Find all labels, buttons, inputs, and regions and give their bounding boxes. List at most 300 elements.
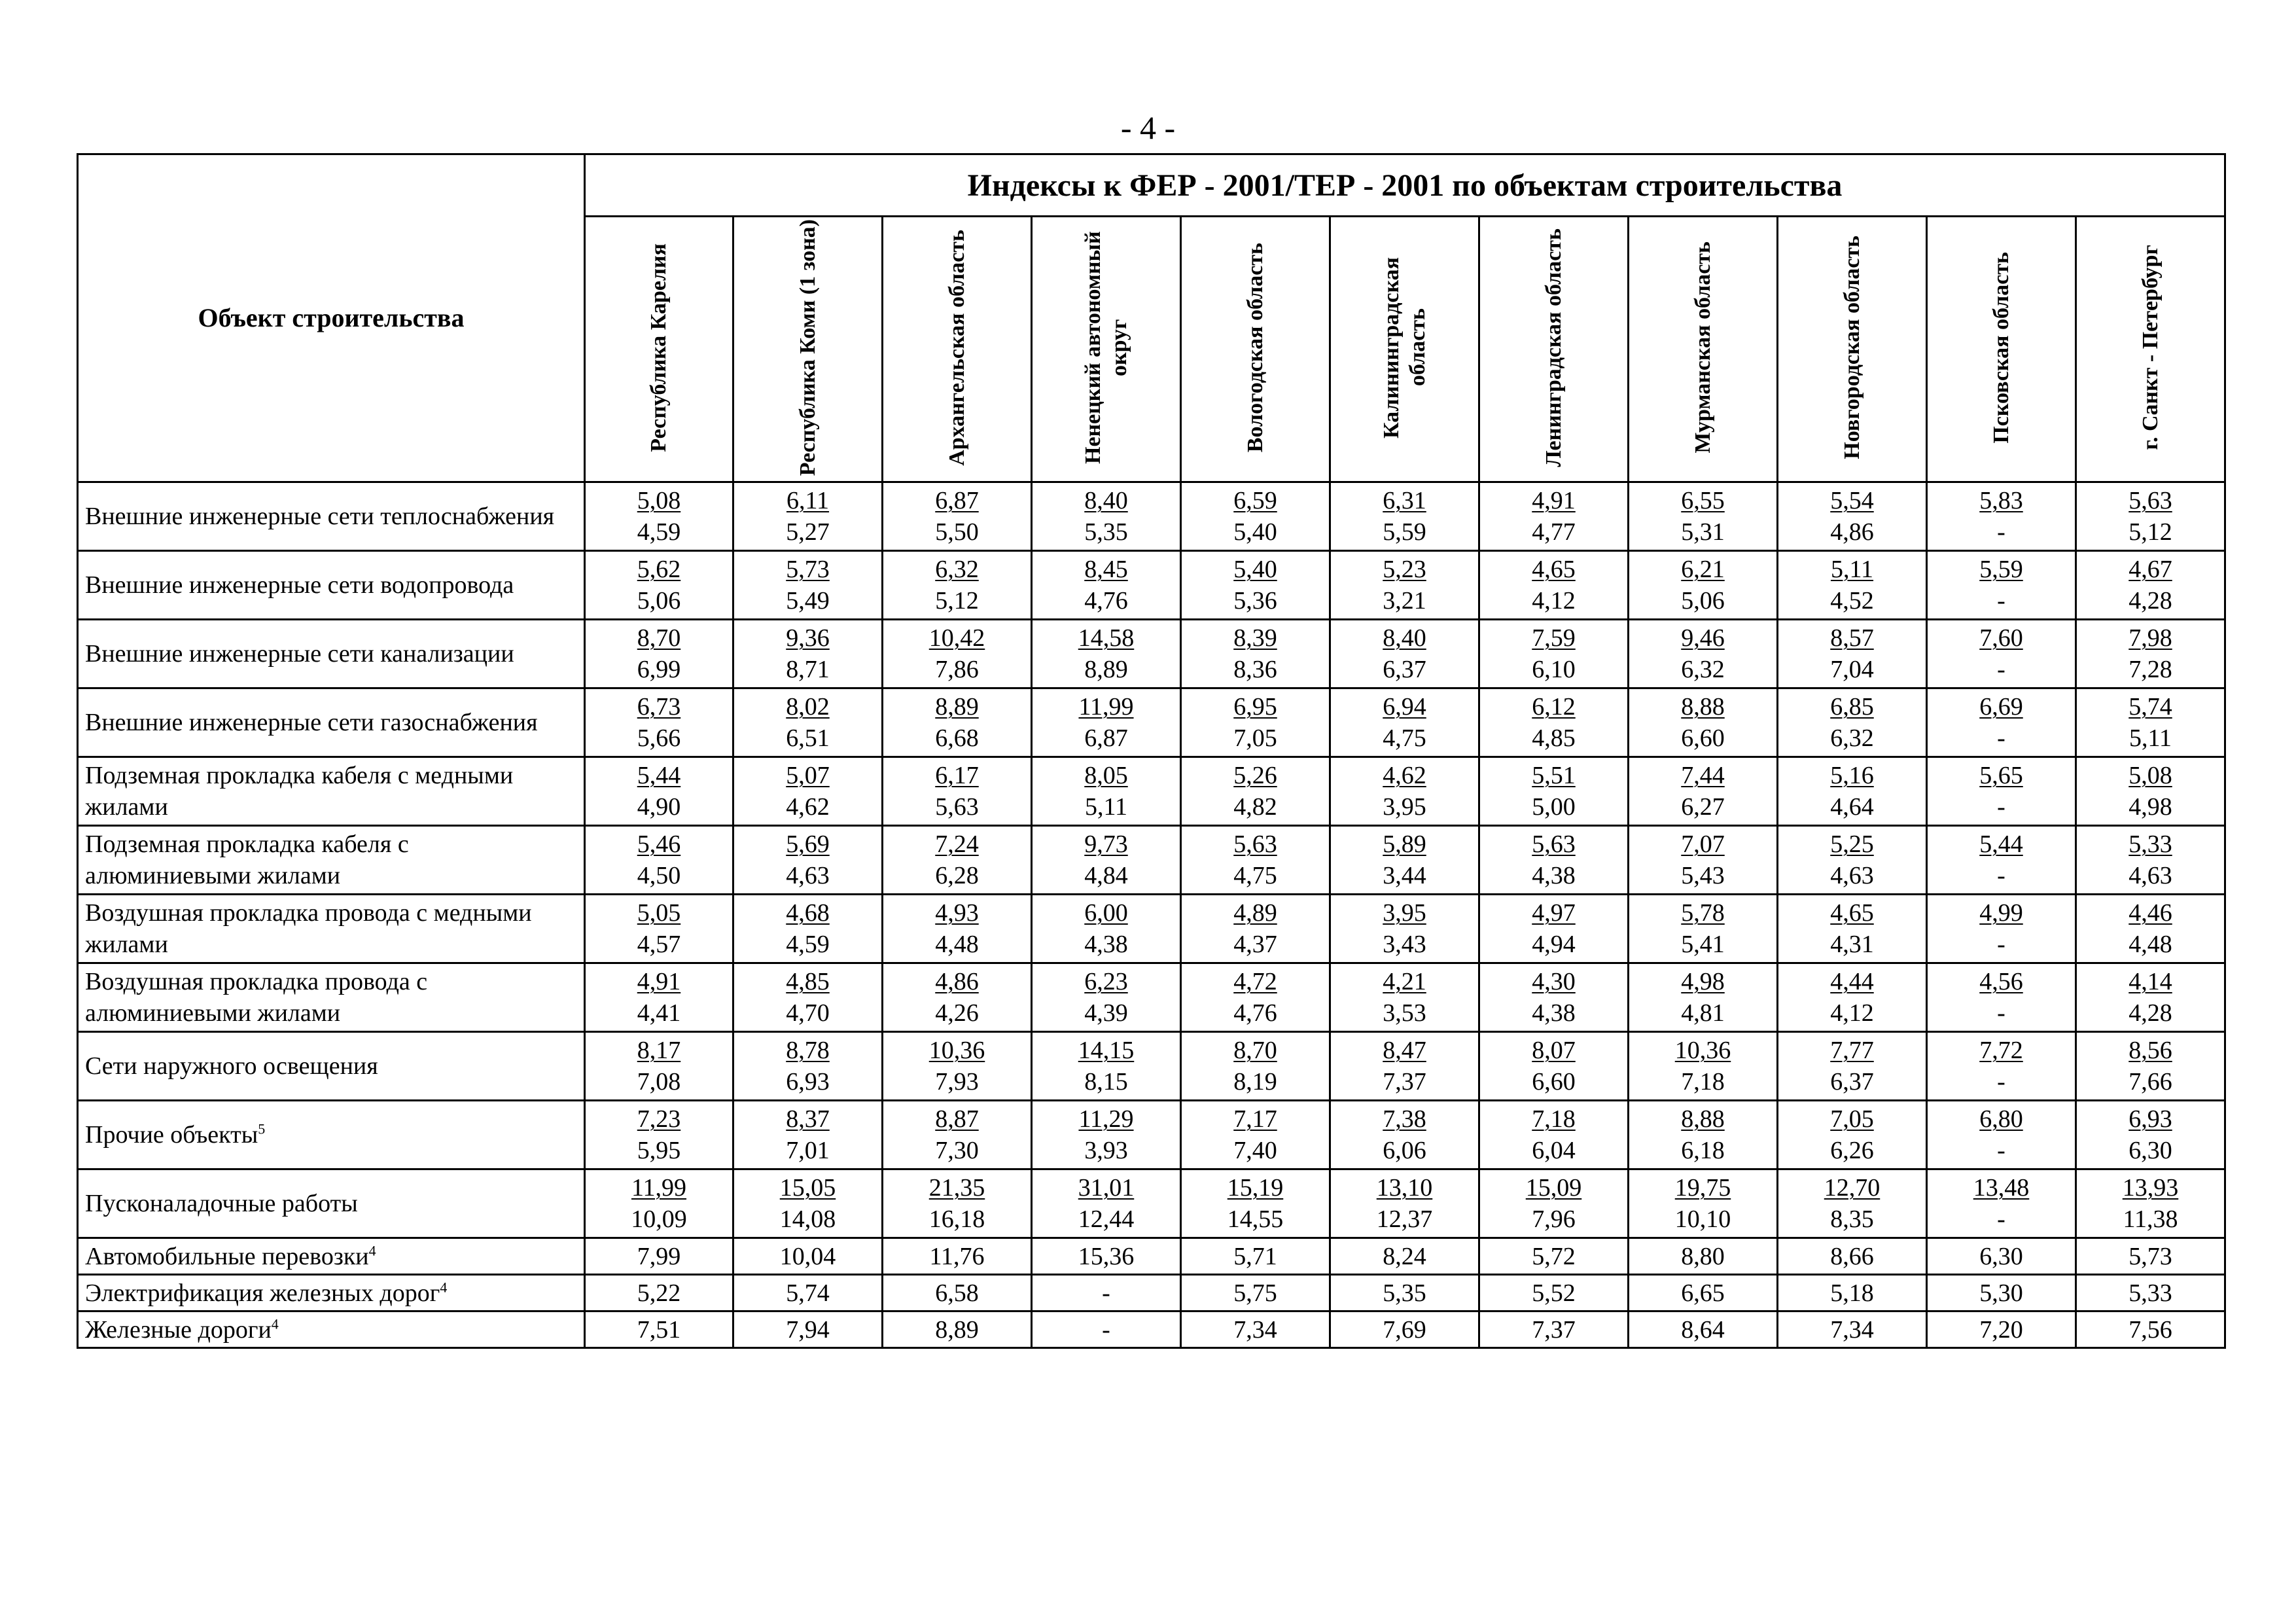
index-cell bbox=[1032, 551, 1181, 620]
index-value-fer-text: 5,78 bbox=[1681, 899, 1725, 927]
index-value-ter: 4,50 bbox=[637, 862, 681, 889]
index-value-fer-text: 7,72 bbox=[1979, 1037, 2023, 1064]
index-value-fer-text: 10,42 bbox=[928, 624, 985, 652]
footnote-marker: 5 bbox=[258, 1120, 266, 1137]
index-value-fer bbox=[734, 554, 881, 585]
index-cell bbox=[2076, 551, 2225, 620]
index-cell bbox=[1479, 963, 1629, 1032]
index-cell bbox=[585, 688, 733, 757]
index-cell bbox=[1629, 826, 1778, 895]
index-value-fer bbox=[1033, 1035, 1180, 1066]
index-value-fer-text: 4,98 bbox=[1681, 968, 1725, 995]
index-cell bbox=[733, 1169, 883, 1238]
index-cell bbox=[585, 895, 733, 963]
index-value-fer bbox=[2077, 1103, 2224, 1135]
index-value-ter: 7,93 bbox=[935, 1068, 979, 1096]
index-cell bbox=[1927, 1101, 2076, 1169]
index-value-fer-text: 4,44 bbox=[1830, 968, 1874, 995]
index-cell bbox=[1479, 620, 1629, 688]
index-value: 7,56 bbox=[2128, 1315, 2172, 1344]
index-value-fer-text: 5,62 bbox=[637, 556, 681, 583]
index-cell bbox=[883, 1238, 1032, 1275]
index-value-ter: 3,44 bbox=[1383, 862, 1426, 889]
index-value-fer-text: 4,65 bbox=[1830, 899, 1874, 927]
index-value-fer-text: 8,45 bbox=[1084, 556, 1128, 583]
index-value-fer-text: 6,23 bbox=[1084, 968, 1128, 995]
index-value-fer-text: 15,19 bbox=[1227, 1174, 1284, 1202]
index-value-fer bbox=[1778, 622, 1926, 654]
index-value-fer-text: 3,95 bbox=[1383, 899, 1426, 927]
index-value-fer bbox=[883, 554, 1031, 585]
table-row bbox=[78, 895, 2225, 963]
index-value-ter: 6,60 bbox=[1532, 1068, 1576, 1096]
index-value-fer bbox=[1182, 1103, 1329, 1135]
index-value-fer bbox=[1778, 1103, 1926, 1135]
object-name: Внешние инженерные сети водопровода bbox=[85, 571, 514, 599]
object-name: Внешние инженерные сети теплоснабжения bbox=[85, 503, 555, 530]
index-value-ter: 4,52 bbox=[1830, 587, 1874, 615]
index-cell bbox=[1778, 895, 1927, 963]
index-cell bbox=[585, 620, 733, 688]
index-value-fer bbox=[2077, 829, 2224, 860]
index-value-fer-text: 6,55 bbox=[1681, 487, 1725, 514]
index-value-ter: 3,95 bbox=[1383, 793, 1426, 821]
index-value-fer-text: 19,75 bbox=[1674, 1174, 1731, 1202]
object-name: Прочие объекты bbox=[85, 1121, 258, 1149]
index-value-fer-text: 7,23 bbox=[637, 1105, 681, 1133]
index-value-fer bbox=[1629, 622, 1776, 654]
index-value-ter: 7,86 bbox=[935, 656, 979, 683]
index-value-ter: 6,30 bbox=[2128, 1137, 2172, 1164]
index-cell bbox=[1778, 1101, 1927, 1169]
index-value-fer-text: 5,33 bbox=[2128, 830, 2172, 858]
index-value-fer-text: 4,21 bbox=[1383, 968, 1426, 995]
index-value-fer-text: 4,14 bbox=[2128, 968, 2172, 995]
index-value-ter: 4,28 bbox=[2128, 587, 2172, 615]
index-cell bbox=[1778, 1169, 1927, 1238]
index-value-fer bbox=[1629, 485, 1776, 516]
index-value-fer bbox=[1182, 829, 1329, 860]
index-value-fer bbox=[1033, 829, 1180, 860]
index-cell bbox=[733, 1101, 883, 1169]
index-value-fer bbox=[1331, 554, 1478, 585]
index-cell bbox=[1032, 757, 1181, 826]
index-value-fer bbox=[1928, 760, 2075, 791]
index-value-fer bbox=[1331, 1035, 1478, 1066]
index-value-ter: - bbox=[1997, 793, 2005, 821]
index-value-fer bbox=[734, 622, 881, 654]
index-value: - bbox=[1102, 1279, 1110, 1307]
index-value-fer bbox=[1778, 1172, 1926, 1204]
object-name: Внешние инженерные сети канализации bbox=[85, 640, 514, 668]
index-value-ter: 4,82 bbox=[1233, 793, 1277, 821]
index-value-fer-text: 4,72 bbox=[1233, 968, 1277, 995]
index-cell bbox=[1927, 757, 2076, 826]
index-value-ter: 4,59 bbox=[637, 518, 681, 546]
index-value-fer bbox=[586, 829, 732, 860]
index-value-fer bbox=[1629, 554, 1776, 585]
index-value-fer bbox=[1331, 829, 1478, 860]
index-value-ter: 5,59 bbox=[1383, 518, 1426, 546]
index-value-ter: 4,70 bbox=[786, 999, 830, 1027]
index-value-fer bbox=[1480, 485, 1627, 516]
index-value: 5,73 bbox=[2128, 1242, 2172, 1270]
index-value: 5,33 bbox=[2128, 1279, 2172, 1307]
table-row bbox=[78, 620, 2225, 688]
index-value-ter: 6,93 bbox=[786, 1068, 830, 1096]
index-cell bbox=[1629, 482, 1778, 551]
index-value-fer-text: 6,87 bbox=[935, 487, 979, 514]
index-value-ter: 6,51 bbox=[786, 724, 830, 752]
index-value-ter: 4,48 bbox=[2128, 931, 2172, 958]
index-value: 7,69 bbox=[1383, 1315, 1426, 1344]
object-name-cell bbox=[78, 1101, 585, 1169]
index-cell bbox=[1032, 1238, 1181, 1275]
object-name-cell bbox=[78, 688, 585, 757]
region-header bbox=[2076, 217, 2225, 482]
index-cell bbox=[733, 826, 883, 895]
index-value-ter: 14,55 bbox=[1227, 1205, 1284, 1233]
index-cell bbox=[1479, 551, 1629, 620]
index-value-fer bbox=[1480, 691, 1627, 722]
index-value-fer-text: 5,46 bbox=[637, 830, 681, 858]
index-value-fer-text: 5,54 bbox=[1830, 487, 1874, 514]
index-value-fer-text: 8,56 bbox=[2128, 1037, 2172, 1064]
index-value-fer bbox=[1033, 1172, 1180, 1204]
index-value-fer-text: 8,40 bbox=[1383, 624, 1426, 652]
index-cell bbox=[1629, 1311, 1778, 1348]
index-cell bbox=[1479, 1169, 1629, 1238]
index-value-ter: 4,84 bbox=[1084, 862, 1128, 889]
index-cell bbox=[1181, 826, 1330, 895]
index-value-fer-text: 5,25 bbox=[1830, 830, 1874, 858]
index-cell bbox=[2076, 1311, 2225, 1348]
index-cell bbox=[585, 551, 733, 620]
index-value-ter: 4,75 bbox=[1383, 724, 1426, 752]
index-value-fer-text: 9,36 bbox=[786, 624, 830, 652]
index-cell bbox=[1181, 757, 1330, 826]
index-value-fer-text: 5,73 bbox=[786, 556, 830, 583]
table-row bbox=[78, 1238, 2225, 1275]
index-cell bbox=[1330, 688, 1479, 757]
index-value-fer-text: 6,00 bbox=[1084, 899, 1128, 927]
index-value-fer-text: 6,12 bbox=[1532, 693, 1576, 721]
table-row bbox=[78, 826, 2225, 895]
index-cell bbox=[1032, 482, 1181, 551]
index-value-ter: 3,21 bbox=[1383, 587, 1426, 615]
index-value-fer-text: 5,08 bbox=[637, 487, 681, 514]
index-value-ter: 5,12 bbox=[2128, 518, 2172, 546]
index-value: - bbox=[1102, 1315, 1110, 1344]
index-value-fer bbox=[883, 829, 1031, 860]
index-value-fer-text: 12,70 bbox=[1824, 1174, 1881, 1202]
index-value-ter: 7,66 bbox=[2128, 1068, 2172, 1096]
object-name-cell bbox=[78, 826, 585, 895]
index-value: 5,35 bbox=[1383, 1279, 1426, 1307]
index-value-fer bbox=[586, 485, 732, 516]
index-cell bbox=[1330, 1032, 1479, 1101]
index-value-fer bbox=[1331, 485, 1478, 516]
index-value: 7,99 bbox=[637, 1242, 681, 1270]
index-value-fer-text: 10,36 bbox=[928, 1037, 985, 1064]
index-cell bbox=[1181, 1311, 1330, 1348]
index-value-fer-text: 11,29 bbox=[1078, 1105, 1134, 1133]
object-name-cell bbox=[78, 1238, 585, 1275]
index-cell bbox=[1927, 482, 2076, 551]
index-cell bbox=[585, 826, 733, 895]
index-cell bbox=[1479, 1032, 1629, 1101]
index-value-fer bbox=[734, 1035, 881, 1066]
object-name: Железные дороги bbox=[85, 1315, 272, 1344]
index-value-ter: - bbox=[1997, 587, 2005, 615]
index-value-fer-text: 8,37 bbox=[786, 1105, 830, 1133]
index-value-ter: 7,05 bbox=[1233, 724, 1277, 752]
index-cell bbox=[1629, 895, 1778, 963]
index-value-ter: 4,38 bbox=[1532, 999, 1576, 1027]
region-header bbox=[733, 217, 883, 482]
index-cell bbox=[1479, 1311, 1629, 1348]
index-value-fer-text: 4,97 bbox=[1532, 899, 1576, 927]
table-row bbox=[78, 1311, 2225, 1348]
table-row bbox=[78, 1032, 2225, 1101]
index-cell bbox=[1330, 963, 1479, 1032]
index-value-ter: 16,18 bbox=[928, 1205, 985, 1233]
index-value-fer bbox=[1182, 1172, 1329, 1204]
index-value: 5,52 bbox=[1532, 1279, 1576, 1307]
region-header-label: Вологодская область bbox=[1243, 242, 1267, 453]
index-value-fer bbox=[1778, 485, 1926, 516]
index-cell bbox=[883, 1311, 1032, 1348]
index-cell bbox=[2076, 1275, 2225, 1311]
index-value: 8,80 bbox=[1681, 1242, 1725, 1270]
index-value-fer-text: 6,94 bbox=[1383, 693, 1426, 721]
index-value-fer bbox=[2077, 1035, 2224, 1066]
index-cell bbox=[1032, 1311, 1181, 1348]
index-cell bbox=[1778, 757, 1927, 826]
index-cell bbox=[1032, 688, 1181, 757]
index-value-fer-text: 5,05 bbox=[637, 899, 681, 927]
index-cell bbox=[585, 1032, 733, 1101]
index-cell bbox=[733, 482, 883, 551]
index-value-fer bbox=[734, 829, 881, 860]
region-header-label: Ленинградская область bbox=[1541, 228, 1566, 467]
index-cell bbox=[733, 1238, 883, 1275]
index-value-fer bbox=[1033, 554, 1180, 585]
index-cell bbox=[1479, 1275, 1629, 1311]
index-value-fer-text: 4,86 bbox=[935, 968, 979, 995]
index-value-fer bbox=[1928, 1103, 2075, 1135]
index-value-ter: 5,27 bbox=[786, 518, 830, 546]
index-value-fer-text: 4,85 bbox=[786, 968, 830, 995]
index-value-fer-text: 14,58 bbox=[1078, 624, 1135, 652]
index-value-fer-text: 11,99 bbox=[631, 1174, 687, 1202]
index-cell bbox=[1330, 482, 1479, 551]
index-cell bbox=[1032, 963, 1181, 1032]
index-value-ter: 4,98 bbox=[2128, 793, 2172, 821]
index-cell bbox=[1330, 620, 1479, 688]
index-value: 7,37 bbox=[1532, 1315, 1576, 1344]
index-value-fer-text: 5,83 bbox=[1979, 487, 2023, 514]
index-value-fer-text: 11,99 bbox=[1078, 693, 1134, 721]
index-value-ter: 4,41 bbox=[637, 999, 681, 1027]
index-cell bbox=[733, 963, 883, 1032]
index-value-fer bbox=[1928, 897, 2075, 929]
index-value-fer-text: 8,47 bbox=[1383, 1037, 1426, 1064]
index-value-fer-text: 4,56 bbox=[1979, 968, 2023, 995]
index-value-fer-text: 6,95 bbox=[1233, 693, 1277, 721]
index-value-ter: 4,63 bbox=[1830, 862, 1874, 889]
index-value-fer bbox=[1778, 897, 1926, 929]
index-value-fer-text: 5,26 bbox=[1233, 762, 1277, 789]
index-cell bbox=[2076, 963, 2225, 1032]
region-header-label: Республика Коми (1 зона) bbox=[795, 219, 820, 476]
index-cell bbox=[733, 1032, 883, 1101]
index-value-ter: 7,96 bbox=[1532, 1205, 1576, 1233]
index-cell bbox=[883, 895, 1032, 963]
index-value-fer bbox=[1778, 829, 1926, 860]
index-value-ter: 4,81 bbox=[1681, 999, 1725, 1027]
index-value-fer-text: 8,02 bbox=[786, 693, 830, 721]
index-value-fer-text: 6,11 bbox=[786, 487, 830, 514]
index-value-fer bbox=[1033, 1103, 1180, 1135]
index-cell bbox=[883, 551, 1032, 620]
index-value: 10,04 bbox=[779, 1242, 836, 1270]
index-cell bbox=[1629, 551, 1778, 620]
region-header-label: Мурманская область bbox=[1690, 241, 1715, 454]
object-name-cell bbox=[78, 482, 585, 551]
index-cell bbox=[1778, 1032, 1927, 1101]
index-value-ter: 4,12 bbox=[1830, 999, 1874, 1027]
index-value-ter: 11,38 bbox=[2123, 1205, 2178, 1233]
index-value-ter: 7,18 bbox=[1681, 1068, 1725, 1096]
indices-title: Индексы к ФЕР - 2001/ТЕР - 2001 по объектам строительства bbox=[585, 154, 2225, 217]
index-value-ter: 4,94 bbox=[1532, 931, 1576, 958]
index-cell bbox=[1927, 963, 2076, 1032]
index-cell bbox=[1181, 895, 1330, 963]
index-cell bbox=[733, 1275, 883, 1311]
index-cell bbox=[1629, 1275, 1778, 1311]
index-value-ter: 5,43 bbox=[1681, 862, 1725, 889]
index-value-fer bbox=[1778, 1035, 1926, 1066]
index-value-ter: 5,35 bbox=[1084, 518, 1128, 546]
index-value-fer bbox=[2077, 485, 2224, 516]
index-value-ter: 7,40 bbox=[1233, 1137, 1277, 1164]
index-value-fer bbox=[1778, 691, 1926, 722]
index-value-fer-text: 13,93 bbox=[2122, 1174, 2179, 1202]
index-value-ter: 6,68 bbox=[935, 724, 979, 752]
index-value-ter: 4,90 bbox=[637, 793, 681, 821]
object-name-cell bbox=[78, 551, 585, 620]
index-value-ter: 4,39 bbox=[1084, 999, 1128, 1027]
index-value-ter: - bbox=[1997, 724, 2005, 752]
index-cell bbox=[2076, 895, 2225, 963]
index-cell bbox=[1778, 688, 1927, 757]
index-cell bbox=[2076, 688, 2225, 757]
index-value-fer-text: 4,46 bbox=[2128, 899, 2172, 927]
index-value-ter: 6,28 bbox=[935, 862, 979, 889]
index-value-fer bbox=[1033, 760, 1180, 791]
index-cell bbox=[1927, 1238, 2076, 1275]
index-value-ter: 6,99 bbox=[637, 656, 681, 683]
index-value: 5,71 bbox=[1233, 1242, 1277, 1270]
index-value: 5,75 bbox=[1233, 1279, 1277, 1307]
index-cell bbox=[2076, 620, 2225, 688]
index-value-fer-text: 7,07 bbox=[1681, 830, 1725, 858]
index-cell bbox=[883, 963, 1032, 1032]
index-value-ter: 5,11 bbox=[2128, 724, 2172, 752]
index-cell bbox=[733, 620, 883, 688]
index-cell bbox=[1330, 1238, 1479, 1275]
index-value-fer bbox=[1331, 760, 1478, 791]
table-row bbox=[78, 1101, 2225, 1169]
index-cell bbox=[1181, 551, 1330, 620]
index-value-fer bbox=[586, 1035, 732, 1066]
index-cell bbox=[1629, 688, 1778, 757]
index-value-fer-text: 6,85 bbox=[1830, 693, 1874, 721]
index-value-fer-text: 7,60 bbox=[1979, 624, 2023, 652]
index-value-ter: - bbox=[1997, 999, 2005, 1027]
index-value-ter: 3,53 bbox=[1383, 999, 1426, 1027]
region-header bbox=[1778, 217, 1927, 482]
index-value-fer-text: 6,32 bbox=[935, 556, 979, 583]
index-cell bbox=[1778, 620, 1927, 688]
region-header bbox=[1927, 217, 2076, 482]
index-value-ter: 7,28 bbox=[2128, 656, 2172, 683]
index-value-ter: 6,37 bbox=[1830, 1068, 1874, 1096]
index-value: 5,18 bbox=[1830, 1279, 1874, 1307]
region-header-label: Псковская область bbox=[1988, 251, 2013, 444]
index-cell bbox=[1181, 1238, 1330, 1275]
index-value-fer-text: 9,73 bbox=[1084, 830, 1128, 858]
index-cell bbox=[1778, 826, 1927, 895]
index-value-ter: 7,30 bbox=[935, 1137, 979, 1164]
index-value: 8,66 bbox=[1830, 1242, 1874, 1270]
index-cell bbox=[733, 757, 883, 826]
index-value-fer-text: 8,39 bbox=[1233, 624, 1277, 652]
index-value-ter: 6,04 bbox=[1532, 1137, 1576, 1164]
index-value-ter: 4,57 bbox=[637, 931, 681, 958]
index-cell bbox=[883, 688, 1032, 757]
index-cell bbox=[1479, 895, 1629, 963]
index-value-fer bbox=[1480, 554, 1627, 585]
table-body bbox=[78, 482, 2225, 1348]
index-value-fer-text: 5,59 bbox=[1979, 556, 2023, 583]
region-header bbox=[1032, 217, 1181, 482]
index-value-fer-text: 7,17 bbox=[1233, 1105, 1277, 1133]
footnote-marker: 4 bbox=[440, 1278, 448, 1295]
index-value-ter: 4,37 bbox=[1233, 931, 1277, 958]
index-cell bbox=[1181, 1032, 1330, 1101]
index-cell bbox=[1479, 688, 1629, 757]
index-value-ter: 4,62 bbox=[786, 793, 830, 821]
index-value-ter: 8,36 bbox=[1233, 656, 1277, 683]
index-value-ter: 4,31 bbox=[1830, 931, 1874, 958]
index-value-fer bbox=[1629, 1035, 1776, 1066]
index-value-fer bbox=[1629, 966, 1776, 997]
index-value-fer-text: 8,78 bbox=[786, 1037, 830, 1064]
index-value-ter: 7,01 bbox=[786, 1137, 830, 1164]
index-value-fer-text: 5,69 bbox=[786, 830, 830, 858]
index-value-ter: 8,15 bbox=[1084, 1068, 1128, 1096]
table-row bbox=[78, 1275, 2225, 1311]
region-header bbox=[1629, 217, 1778, 482]
index-cell bbox=[733, 895, 883, 963]
index-value-fer-text: 5,44 bbox=[637, 762, 681, 789]
index-cell bbox=[1330, 1275, 1479, 1311]
index-value-fer bbox=[1331, 1172, 1478, 1204]
index-value-fer-text: 7,18 bbox=[1532, 1105, 1576, 1133]
index-value-fer bbox=[734, 897, 881, 929]
